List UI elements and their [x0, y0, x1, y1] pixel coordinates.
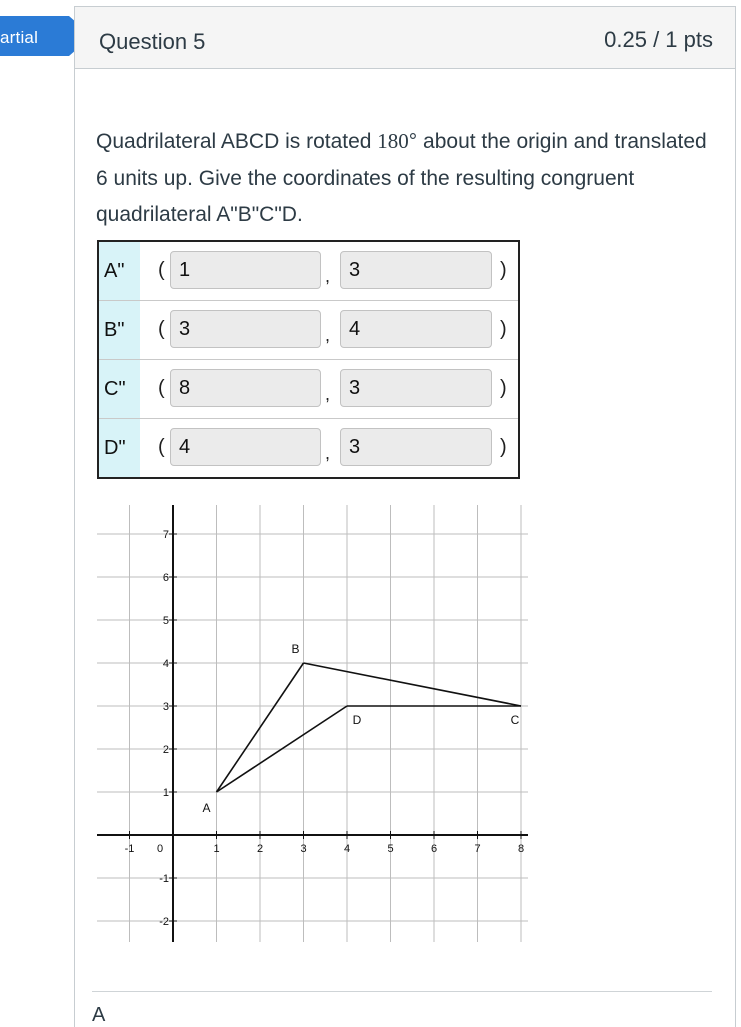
quadrilateral-edge-bc [304, 663, 522, 706]
close-paren: ) [500, 436, 507, 458]
y-tick-label: 6 [162, 572, 169, 584]
x-tick-label: -1 [124, 843, 135, 855]
point-label-d: D" [98, 419, 140, 479]
b-y-input[interactable]: 4 [340, 310, 492, 348]
open-paren: ( [158, 318, 165, 340]
y-tick-label: -1 [159, 873, 169, 885]
close-paren: ) [500, 318, 507, 340]
open-paren: ( [158, 436, 165, 458]
x-tick-label: 6 [430, 843, 438, 855]
comma: , [325, 266, 331, 286]
section-divider [92, 991, 712, 992]
vertex-label-a: A [202, 801, 211, 815]
vertex-label-d: D [352, 713, 362, 727]
y-tick-label: 3 [162, 701, 169, 713]
prompt-angle: 180 [377, 129, 409, 153]
x-tick-label: 1 [213, 843, 220, 855]
close-paren: ) [500, 377, 507, 399]
y-tick-label: -2 [159, 916, 169, 928]
vertex-label-b: B [291, 642, 300, 656]
prompt-text-start: Quadrilateral ABCD is rotated [96, 130, 378, 153]
x-tick-label: 0 [156, 843, 164, 855]
point-label-b: B" [98, 301, 140, 360]
partial-credit-label: artial [0, 28, 39, 47]
d-y-input[interactable]: 3 [340, 428, 492, 466]
close-paren: ) [500, 259, 507, 281]
c-x-input[interactable]: 8 [170, 369, 321, 407]
comma: , [325, 443, 331, 463]
x-tick-label: 5 [387, 843, 394, 855]
comma: , [325, 325, 331, 345]
x-tick-label: 4 [343, 843, 351, 855]
y-tick-label: 2 [162, 744, 169, 756]
point-label-a: A" [98, 241, 140, 301]
question-points: 0.25 / 1 pts [604, 27, 713, 52]
a-y-input[interactable]: 3 [340, 251, 492, 289]
x-tick-label: 7 [474, 843, 481, 855]
x-tick-label: 3 [300, 843, 307, 855]
point-label-c: C" [98, 360, 140, 419]
open-paren: ( [158, 377, 165, 399]
y-tick-label: 7 [162, 529, 169, 541]
y-tick-label: 1 [162, 787, 169, 799]
comma: , [325, 384, 331, 404]
question-title: Question 5 [99, 29, 206, 54]
d-x-input[interactable]: 4 [170, 428, 321, 466]
b-x-input[interactable]: 3 [170, 310, 321, 348]
x-tick-label: 8 [517, 843, 525, 855]
x-tick-label: 2 [256, 843, 264, 855]
vertex-label-c: C [510, 713, 520, 727]
c-y-input[interactable]: 3 [340, 369, 492, 407]
prompt-text-end: ° about the origin and translated 6 units up. Give the coordinates of the resulting congruent quadrilateral A"B"C"D. [96, 130, 707, 226]
y-tick-label: 4 [162, 658, 169, 670]
open-paren: ( [158, 259, 165, 281]
a-x-input[interactable]: 1 [170, 251, 321, 289]
y-tick-label: 5 [162, 615, 169, 627]
next-section-peek: A [92, 1004, 106, 1026]
